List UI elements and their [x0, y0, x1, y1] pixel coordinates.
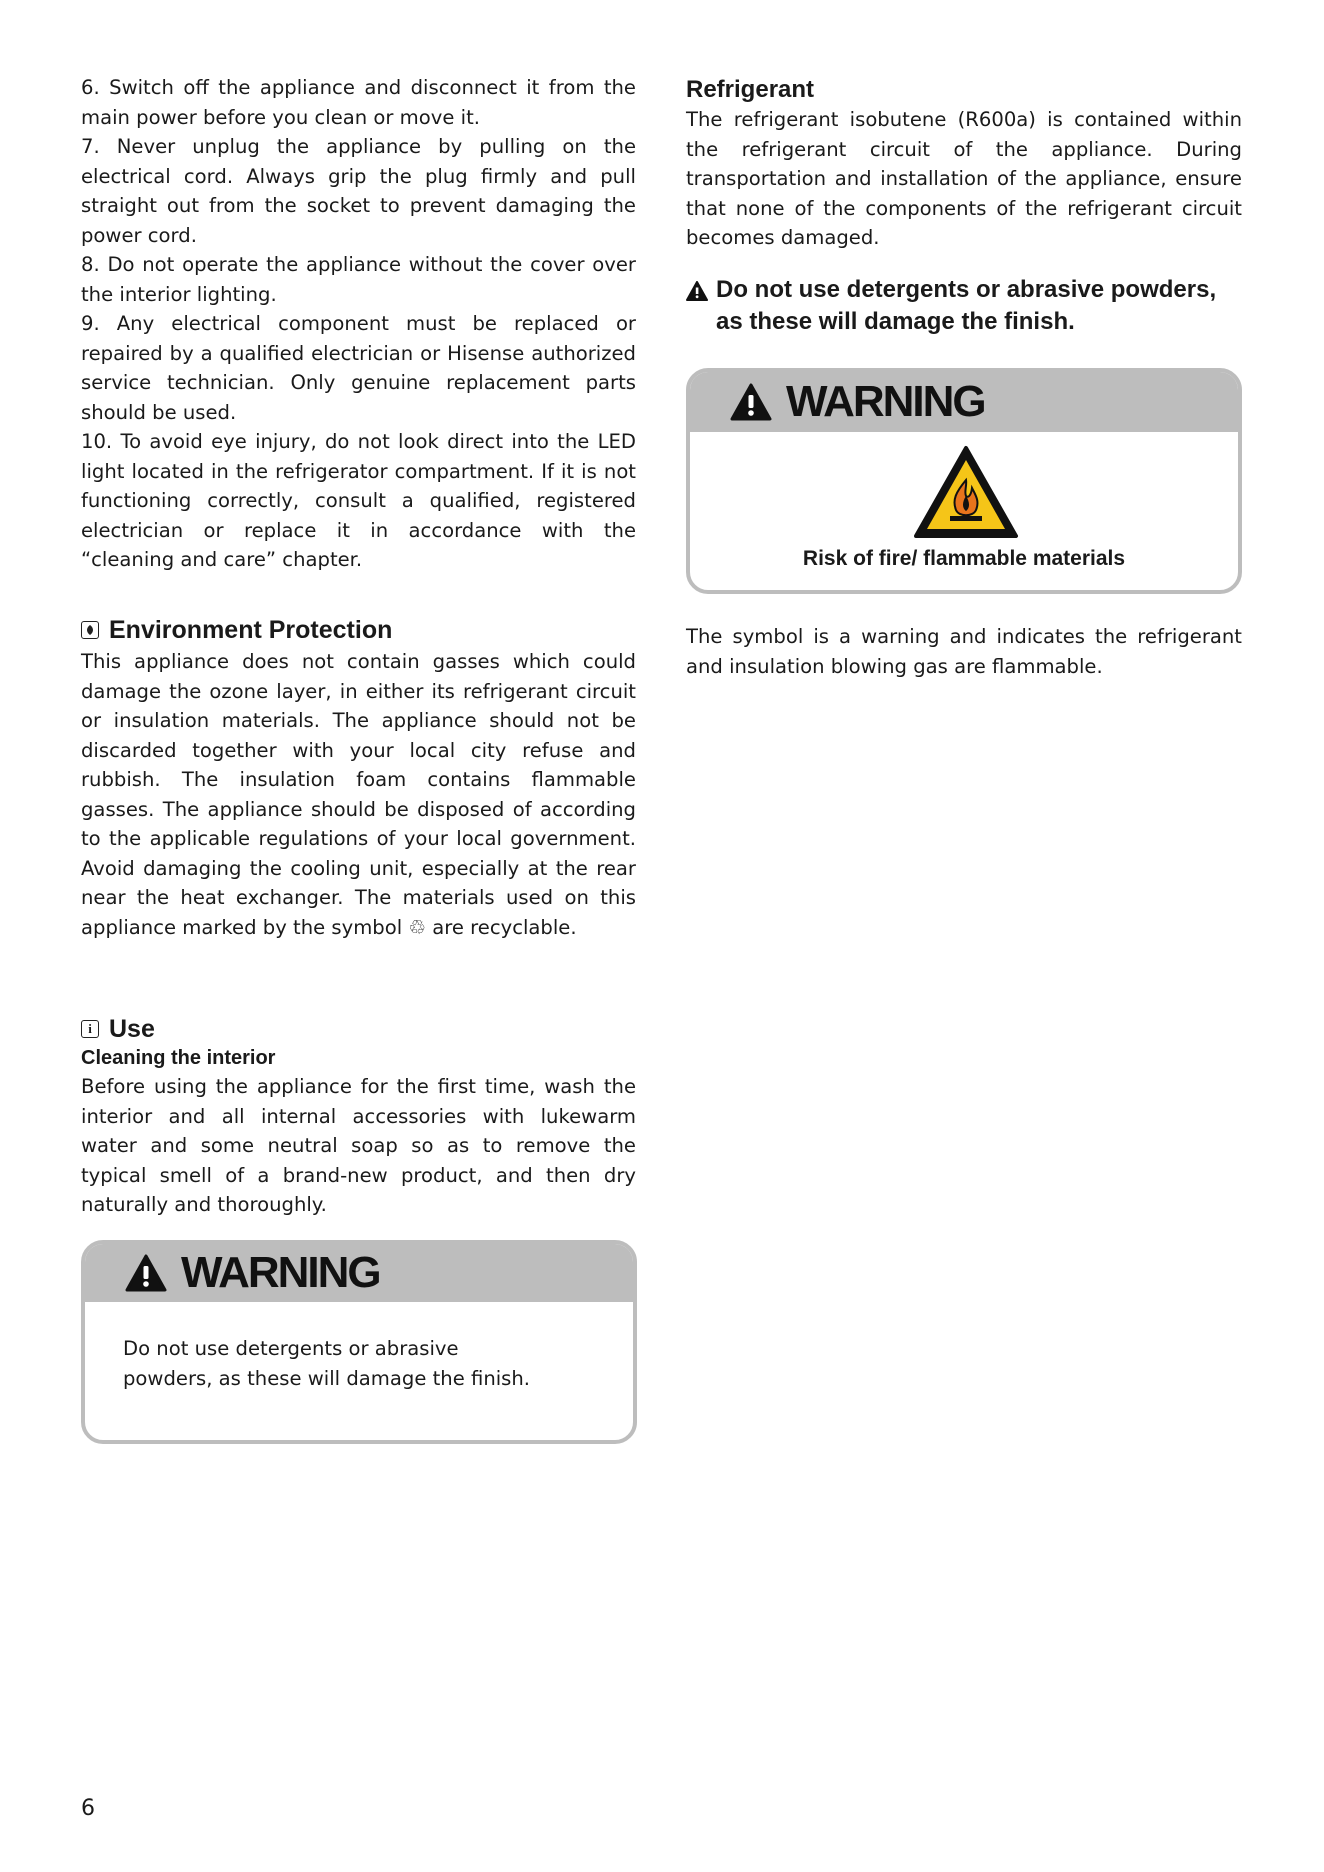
cleaning-interior-body: Before using the appliance for the first time, wash the interior and all internal accessories with lukewarm water and some neutral soap so as to remove the typical smell of a brand-new product, and then dry naturally and thoroughly.: [81, 1075, 636, 1216]
use-section: [81, 1014, 636, 1220]
refrigerant-section: [686, 75, 1242, 253]
warning-box-flammable: [686, 368, 1242, 594]
safety-item-8: 8. Do not operate the appliance without the cover over the interior lighting.: [81, 253, 636, 306]
refrigerant-body: The refrigerant isobutene (R600a) is contained within the refrigerant circuit of the appliance. During transportation and installation of the appliance, ensure that none of the components of the refrigerant circuit becomes damaged.: [686, 108, 1242, 249]
safety-item-9: 9. Any electrical component must be replaced or repaired by a qualified electrician or Hisense authorized service technician. Only genuine replacement parts should be used.: [81, 312, 636, 424]
flammable-hazard-icon: [912, 444, 1020, 540]
warning-title-flammable: WARNING: [786, 377, 985, 426]
warning-header: [85, 1244, 633, 1302]
symbol-note: The symbol is a warning and indicates the refrigerant and insulation blowing gas are flammable.: [686, 625, 1242, 678]
warning-triangle-icon: [125, 1254, 167, 1292]
safety-item-10: 10. To avoid eye injury, do not look direct into the LED light located in the refrigerator compartment. If it is not functioning correctly, consult a qualified, registered electrician or replace it in accordance with the “cleaning and care” chapter.: [81, 430, 636, 571]
info-icon: i: [81, 1020, 99, 1038]
warning-title: WARNING: [181, 1248, 380, 1297]
refrigerant-heading: Refrigerant: [686, 76, 815, 103]
use-heading: i Use: [81, 1014, 636, 1044]
warning-box-detergents: [81, 1240, 637, 1444]
environment-body: This appliance does not contain gasses which could damage the ozone layer, in either its refrigerant circuit or insulation materials. The appliance should not be discarded together with your local city refuse and rubbish. The insulation foam contains flammable gasses. The appliance should be disposed of according to the applicable regulations of your local government. Avoid damaging the cooling unit, especially at the rear near the heat exchanger. The materials used on this appliance marked by the symbol ♲ are recyclable.: [81, 650, 636, 939]
recycle-icon: ♲: [408, 915, 426, 939]
symbol-note-section: [686, 622, 1242, 681]
caution-triangle-icon: [686, 281, 708, 301]
warning-triangle-icon: [730, 383, 772, 421]
left-column: [81, 73, 636, 575]
warning-text: Do not use detergents or abrasive powders, as these will damage the finish.: [123, 1337, 531, 1390]
environment-icon: [81, 621, 99, 639]
environment-heading: Environment Protection: [81, 615, 636, 645]
cleaning-interior-subheading: Cleaning the interior: [81, 1047, 276, 1069]
caution-line: [686, 274, 1246, 338]
safety-item-7: 7. Never unplug the appliance by pulling on the electrical cord. Always grip the plug firmly and pull straight out from the socket to prevent damaging the power cord.: [81, 135, 636, 247]
environment-section: [81, 615, 636, 942]
page-number: 6: [81, 1796, 95, 1821]
safety-item-6: 6. Switch off the appliance and disconnect it from the main power before you clean or move it.: [81, 76, 636, 129]
warning-header-flammable: [690, 372, 1238, 432]
caution-text: Do not use detergents or abrasive powders, as these will damage the finish.: [716, 276, 1217, 335]
flammable-caption: Risk of fire/ flammable materials: [802, 547, 1126, 570]
